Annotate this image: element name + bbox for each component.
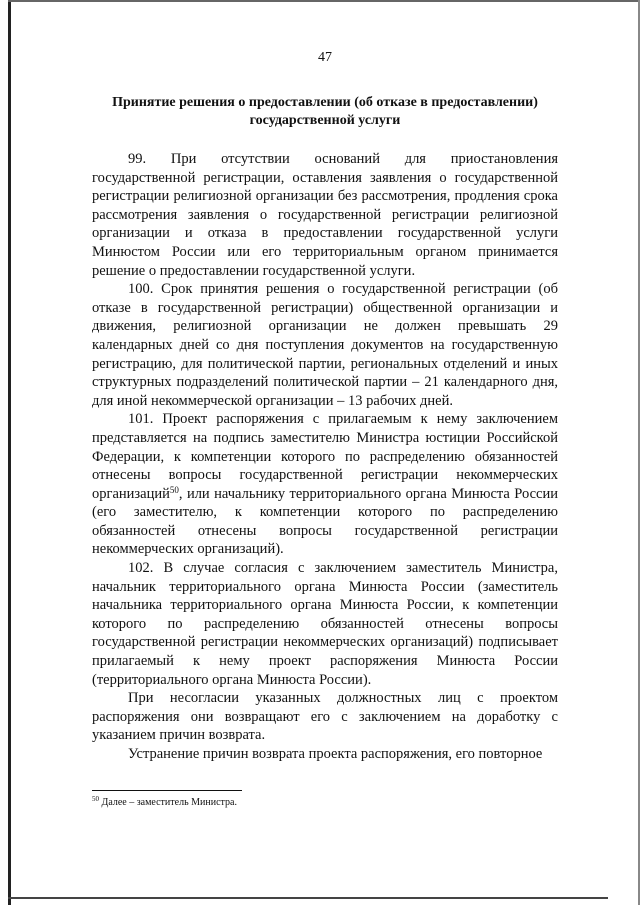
- footnote: [92, 797, 237, 809]
- footnote-reference[interactable]: 50: [169, 484, 179, 495]
- paragraph-disagreement: При несогласии указанных должностных лиц с проектом распоряжения они возвращают его с заключением на доработку с указанием причин возврата.: [92, 690, 558, 744]
- footnote-marker: 50: [92, 795, 99, 803]
- paragraph-101: [92, 410, 558, 559]
- document-page: [92, 50, 558, 764]
- scan-frame-left-edge: [8, 0, 11, 905]
- section-heading-line-1: Принятие решения о предоставлении (об отказе в предоставлении): [112, 95, 538, 110]
- footnote-separator: [92, 790, 242, 791]
- scan-frame-bottom-edge: [8, 897, 608, 899]
- paragraph-101-text-before: 101. Проект распоряжения с прилагаемым к нему заключением представляется на подпись заместителю Министра юстиции Российской Федерации, к компетенции которого по распределению обязанностей отнесены вопросы государственной регистрации некоммерческих организаций: [92, 411, 558, 502]
- footnote-text: Далее – заместитель Министра.: [99, 797, 237, 808]
- paragraph-100: 100. Срок принятия решения о государственной регистрации (об отказе в государственной регистрации) общественной организации и движения, религиозной организации не должен превышать 29 календарных дней со дня поступления документов на государственную регистрацию, для политической партии, региональных отделений и иных структурных подразделений политической партии – 21 календарного дня, для иной некоммерческой организации – 13 рабочих дней.: [92, 281, 558, 409]
- paragraph-return-elimination: Устранение причин возврата проекта распоряжения, его повторное: [128, 746, 543, 762]
- paragraph-99: 99. При отсутствии оснований для приостановления государственной регистрации, оставления заявления о государственной регистрации религиозной организации без рассмотрения, продления срока рассмотрения заявления о государственной регистрации религиозной организации и отказа в предоставлении государственной услуги Минюстом России или его территориальным органом принимается решение о предоставлении государственной услуги.: [92, 151, 558, 279]
- paragraph-101-text-after: , или начальнику территориального органа Минюста России (его заместителю, к компетенции которого по распределению обязанностей отнесены вопросы государственной регистрации некоммерческих организаций).: [92, 485, 558, 558]
- section-heading: [92, 94, 558, 130]
- page-number: 47: [318, 50, 332, 65]
- scan-frame-top-edge: [8, 0, 640, 2]
- section-heading-line-2: государственной услуги: [249, 113, 401, 128]
- paragraph-102: 102. В случае согласия с заключением заместитель Министра, начальник территориального органа Минюста России (заместитель начальника территориального органа Минюста России, к компетенции которого по распределению обязанностей отнесены вопросы государственной регистрации некоммерческих организаций) подписывает прилагаемый к нему проект распоряжения Минюста России (территориального органа Минюста России).: [92, 560, 558, 688]
